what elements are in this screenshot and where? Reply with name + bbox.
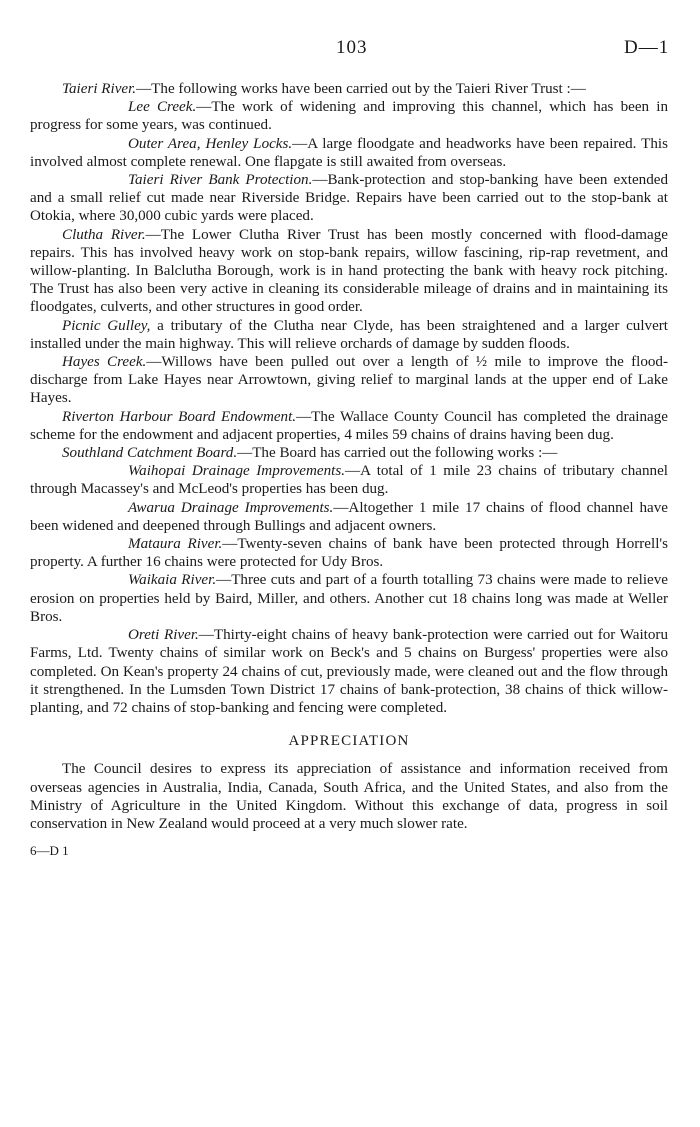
body-text	[30, 80, 668, 860]
paragraph-title: Riverton Harbour Board Endowment.	[62, 408, 297, 425]
paragraph	[30, 499, 668, 535]
paragraph	[30, 135, 668, 171]
paragraph	[30, 571, 668, 626]
paragraph-title: Hayes Creek.	[62, 354, 147, 371]
paragraph-text: —The Wallace County Council has completed the drainage scheme for the endowment and adjacent properties, 4 miles 59 chains of drains having been dug.	[30, 408, 668, 443]
paragraph-text: —Three cuts and part of a fourth totalling 73 chains were made to relieve erosion on properties held by Baird, Miller, and others. Another cut 18 chains long was made at Weller Bros.	[30, 572, 668, 625]
paragraph-list	[30, 80, 668, 717]
paragraph-text: a tributary of the Clutha near Clyde, has been straightened and a larger culvert installed under the main highway. This will relieve orchards of damage by sudden floods.	[30, 317, 668, 352]
document-reference: D—1	[624, 37, 670, 58]
paragraph	[30, 462, 668, 498]
paragraph-title: Taieri River.	[62, 81, 137, 97]
paragraph-title: Taieri River Bank Protection.	[128, 172, 313, 189]
paragraph	[30, 626, 668, 717]
paragraph-title: Picnic Gulley,	[62, 317, 151, 334]
paragraph-text: —Altogether 1 mile 17 chains of flood channel have been widened and deepened through Bullings and adjacent owners.	[30, 499, 668, 534]
paragraph-title: Oreti River.	[128, 627, 199, 644]
paragraph-text: —The Lower Clutha River Trust has been mostly concerned with flood-damage repairs. This has involved heavy work on stop-bank repairs, willow fascining, rip-rap revetment, and willow-planting. In Balclutha Borough, work is in hand protecting the bank with heavy rock pitching. The Trust has also been very active in cleaning its considerable mileage of drains and in maintaining its floodgates, culverts, and other structures in good order.	[30, 226, 668, 316]
signature-mark: 6—D 1	[30, 843, 69, 859]
paragraph	[30, 353, 668, 408]
paragraph-text: —The work of widening and improving this channel, which has been in progress for some years, was continued.	[30, 99, 668, 134]
paragraph-title: Waikaia River.	[128, 572, 217, 589]
paragraph-title: Clutha River.	[62, 226, 146, 243]
paragraph	[30, 535, 668, 571]
paragraph-title: Mataura River.	[128, 536, 223, 553]
appreciation-paragraph: The Council desires to express its appreciation of assistance and information received from overseas agencies in Australia, India, Canada, South Africa, and the United States, and also from the Ministry of Agriculture in the United Kingdom. Without this exchange of data, progress in soil conservation in New Zealand would proceed at a very much slower rate.	[30, 761, 668, 832]
paragraph-title: Waihopai Drainage Improvements.	[128, 463, 345, 480]
paragraph-text: —The following works have been carried out by the Taieri River Trust :—	[136, 81, 586, 97]
paragraph-title: Southland Catchment Board.	[62, 445, 238, 462]
paragraph-text: —Twenty-seven chains of bank have been protected through Horrell's property. A further 16 chains were protected for Udy Bros.	[30, 536, 668, 571]
paragraph-title: Lee Creek.	[128, 99, 197, 116]
paragraph	[30, 444, 668, 462]
paragraph-text: —The Board has carried out the following works :—	[237, 445, 558, 462]
paragraph-text: —A large floodgate and headworks have been repaired. This involved almost complete renewal. One flapgate is still awaited from overseas.	[30, 135, 668, 170]
paragraph	[30, 171, 668, 226]
paragraph	[30, 317, 668, 353]
section-heading: APPRECIATION	[288, 733, 410, 750]
paragraph-text: —Thirty-eight chains of heavy bank-protection were carried out for Waitoru Farms, Ltd. Twenty chains of similar work on Beck's and 5 chains on Burgess' properties were also completed. On Kean's property 24 chains of cut, previously made, were cleaned out and the flow through it strengthened. In the Lumsden Town District 17 chains of bank-protection, 38 chains of thick willow-planting, and 72 chains of stop-banking and fencing were completed.	[30, 627, 668, 716]
paragraph	[30, 226, 668, 317]
paragraph	[30, 98, 668, 134]
paragraph-text: —Willows have been pulled out over a length of ½ mile to improve the flood-discharge from Lake Hayes near Arrowtown, giving relief to marginal lands at the upper end of Lake Hayes.	[30, 354, 668, 407]
paragraph	[30, 80, 668, 98]
paragraph-title: Awarua Drainage Improvements.	[128, 499, 334, 516]
paragraph-title: Outer Area, Henley Locks.	[128, 135, 293, 152]
paragraph-text: —Bank-protection and stop-banking have been extended and a small relief cut made near Riverside Bridge. Repairs have been carried out to the stop-bank at Otokia, where 30,000 cubic yards were placed.	[30, 172, 668, 225]
paragraph	[30, 408, 668, 444]
page-number: 103	[336, 37, 368, 58]
paragraph-text: —A total of 1 mile 23 chains of tributary channel through Macassey's and McLeod's properties has been dug.	[30, 463, 668, 498]
